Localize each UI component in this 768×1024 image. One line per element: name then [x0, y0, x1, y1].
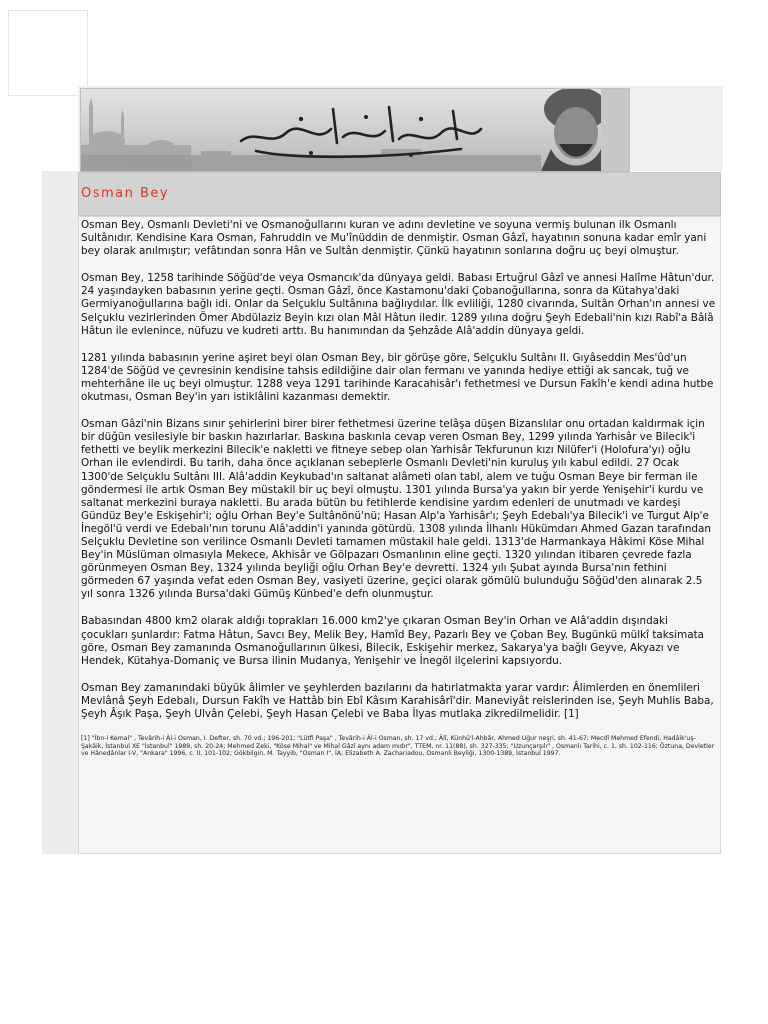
paragraph: Osman Bey zamanındaki büyük âlimler ve şeyhlerden bazılarını da hatırlatmakta yarar vardır: Âlimlerden en önemlileri Mevlânâ Şeyh Edebalı, Dursun Fakîh ve Hattâb bin Ebî Kâsım Karahisârî'dir. Maneviyât reislerinden ise, Şeyh Muhlis Baba, Şeyh Âşık Paşa, Şeyh Ulvân Çelebi, Şeyh Hasan Çelebi ve Baba İlyas mutlaka zikredilmelidir. [1]	[81, 681, 714, 720]
footnote: [1] "İbn-i Kemal" , Tevârih-i Âl-i Osman, I. Defter, sh. 70 vd.; 196-201; "Lütfi Paşa" , Tevârih-i Âl-i Osman, sh. 17 vd.; Âlî, Künhü'l-Ahbâr, Ahmed Uğur neşri, sh. 41-67; Mecdî Mehmed Efendi, Hadâik'uş-Şakâik, İstanbul XE "İstanbul" 1989, sh. 20-24; Mehmed Zeki, "Köse Mihal" ve Mihal Gâzî aynı adam mıdır", TTEM, nr. 11(88), sh. 327-335; "Uzunçarşılı" , Osmanlı Tarihi, c. 1, sh. 102-116; Öztuna, Devletler ve Hânedânlar I-V, "Ankara" 1996, c. II, 101-102; Gökbilgin, M. Tayyib, "Osman I", İA; Elizabeth A. Zachariadou, Osmanlı Beyliği, 1300-1389, İstanbul 1997.	[81, 735, 715, 757]
left-margin-strip	[42, 171, 79, 854]
paragraph: Osman Bey, Osmanlı Devleti'ni ve Osmanoğullarını kuran ve adını devletine ve soyuna vermiş bulunan ilk Osmanlı Sultânıdır. Kendisine Kara Osman, Fahruddin ve Mu'înüddin de denmiştir. Osman Gâzî, hayatının sonuna kadar emîr yani bey olarak anılmıştır; vefâtından sonra Hân ve Sultân denmiştir. Çünkü hayatının sonlarına doğru uç beyi olmuştur.	[81, 219, 707, 258]
paragraph: Osman Bey, 1258 tarihinde Söğüd'de veya Osmancık'da dünyaya geldi. Babası Ertuğrul Gâzî ve annesi Halîme Hâtun'dur. 24 yaşındayken babasının yerine geçti. Osman Gâzî, önce Kastamonu'daki Çobanoğullarına, sonra da Kütahya'daki Germiyanoğullarına bağlı idi. Onlar da Selçuklu Sultânına bağlıydılar. İlk evliliği, 1280 civarında, Sultân Orhan'ın annesi ve Selçuklu vezirlerinden Ömer Abdülaziz Beyin kızı olan Mâl Hâtun iledir. 1289 yılına doğru Şeyh Edebali'nin kızı Rabî'a Bâlâ Hâtun ile evlenince, nüfuzu ve kudreti arttı. Bu hanımından da Şehzâde Alâ'addin dünyaya geldi.	[81, 272, 716, 337]
header-banner	[80, 88, 630, 172]
banner-image	[81, 89, 629, 171]
empty-corner-box	[8, 10, 88, 96]
paragraph: Babasından 4800 km2 olarak aldığı toprakları 16.000 km2'ye çıkaran Osman Bey'in Orhan ve Alâ'addin dışındaki çocukları şunlardır: Fatma Hâtun, Savcı Bey, Melik Bey, Hamîd Bey, Pazarlı Bey ve Çoban Bey. Bugünkü mülkî taksimata göre, Osman Bey zamanında Osmanoğullarının ülkesi, Bilecik, Eskişehir merkez, Sakarya'ya bağlı Geyve, Akyazı ve Hendek, Kütahya-Domaniç ve Bursa ilinin Mudanya, Yenişehir ve İnegöl ilçelerini kapsıyordu.	[81, 615, 705, 667]
article-body	[78, 216, 721, 854]
title-bar	[78, 172, 721, 216]
page-title: Osman Bey	[81, 186, 170, 201]
paragraph: 1281 yılında babasının yerine aşiret beyi olan Osman Bey, bir görüşe göre, Selçuklu Sultânı II. Gıyâseddin Mes'ûd'un 1284'de Söğüd ve çevresinin kendisine tahsis edildiğine dair olan fermanı ve yanında hediye ettiği ak sancak, tuğ ve mehterhâne ile uç beyi olmuştur. 1288 veya 1291 tarihinde Karacahisâr'ı fethetmesi ve Dursun Fakîh'e kendi adına hutbe okutması, Osman Bey'in yarı istiklâlini kazanması demektir.	[81, 351, 714, 404]
paragraph: Osman Gâzi'nin Bizans sınır şehirlerini birer birer fethetmesi üzerine telâşa düşen Bizanslılar onu ortadan kaldırmak için bir düğün vesilesiyle bir baskın hazırlarlar. Baskına baskınla cevap veren Osman Bey, 1299 yılında Yarhisâr ve Bilecik'i fethetti ve beylik merkezini Bilecik'e nakletti ve fitneye sebep olan Yarhisâr Tekfurunun kızı Nilüfer'i (Holofura'yı) oğlu Orhan ile evlendirdi. Bu tarih, daha önce açıklanan sebeplerle Osmanlı Devleti'nin kuruluş yılı kabul edildi. 27 Ocak 1300'de Selçuklu Sultânı III. Alâ'addin Keykubad'ın saltanat alâmeti olan tabl, alem ve tuğu Osman Beye bir ferman ile göndermesi ile artık Osman Bey müstakil bir uç beyi olmuştu. 1301 yılında Bursa'ya yakın bir yerde Yenişehir'i kurdu ve saltanat merkezini buraya nakletti. Bu arada bütün bu fetihlerde kendisine yardım edenleri de unutmadı ve kardeşi Gündüz Bey'e Eskişehir'i; oğlu Orhan Bey'e Sultânönü'nü; Hasan Alp'a Yarhisâr'ı; Şeyh Edebalı'ya Bilecik'i ve Turgut Alp'e İnegöl'ü verdi ve Edebalı'nın torunu Alâ'addin'i yanında götürdü. 1308 yılında İlhanlı Hükümdarı Ahmed Gazan tarafından Selçuklu Devletine son verilince Osmanlı Devleti tamamen müstakil hale geldi. 1313'de Harmankaya Hâkimi Köse Mihal Bey'in Müslüman olmasıyla Mekece, Akhisâr ve Gölpazarı Osmanlının eline geçti. 1320 yılından itibaren çevrede fazla görünmeyen Osman Bey, 1324 yılında beyliği oğlu Orhan Bey'e devretti. 1324 yılı Şubat ayında Bursa'nın fethini görmeden 67 yaşında vefat eden Osman Bey, vasiyeti üzerine, geçici olarak gömülü bulunduğu Söğüd'den alınarak 2.5 yıl sonra 1326 yılında Bursa'daki Gümüş Künbed'e defn olunmuştur.	[81, 418, 711, 601]
